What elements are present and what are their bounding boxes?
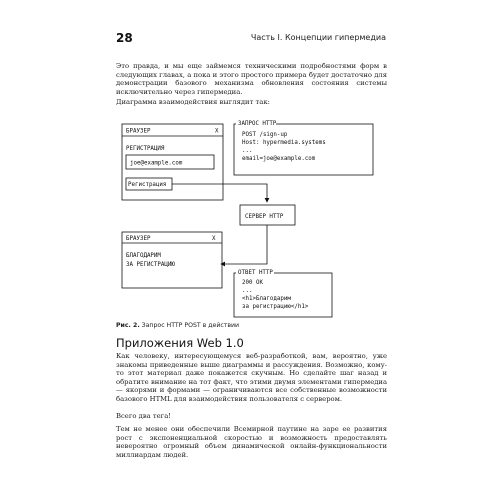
short-paragraph: Всего два тега! (116, 412, 171, 420)
request-title: ЗАПРОС HTTP (238, 121, 277, 127)
server-label: СЕРВЕР HTTP (245, 214, 284, 220)
browser-1-title: БРАУЗЕР (126, 128, 151, 135)
caption-text: Запрос HTTP POST в действии (141, 322, 240, 329)
browser-2-title: БРАУЗЕР (126, 236, 151, 242)
request-line-1: POST /sign-up (242, 132, 288, 138)
interaction-diagram (116, 112, 386, 322)
http-request-box (234, 119, 373, 175)
response-line-4: за регистрацию</h1> (242, 304, 309, 310)
email-input-value: joe@example.com (130, 160, 183, 167)
caption-label: Рис. 2. (116, 322, 140, 329)
page-header (0, 0, 500, 50)
section-paragraph: Как человеку, интересующемуся веб-разработкой, вам, вероятно, уже знакомы приведенные выше диаграммы и рассуждения. Возможно, кому-то этот материал даже покажется скучным. Но сделайте шаг назад и обратите внимание на тот факт, что этими двумя элементами гипермедиа — якорями и формами — ограничиваются все собственные возможности базового HTML для взаимодействия пользователя с сервером. (116, 352, 387, 403)
response-title: ОТВЕТ HTTP (238, 270, 273, 276)
http-response-box (234, 268, 332, 317)
running-head: Часть I. Концепции гипермедиа (250, 33, 386, 42)
browser-window-1 (122, 124, 223, 200)
response-line-3: <h1>Благодарим (242, 296, 291, 302)
http-server-box (240, 205, 295, 225)
diagram-intro: Диаграмма взаимодействия выглядит так: (116, 98, 270, 106)
response-line-2: ... (242, 288, 253, 294)
request-line-2: Host: hypermedia.systems (242, 140, 326, 146)
browser-window-2 (122, 232, 222, 288)
browser-1-close-icon[interactable]: X (215, 128, 219, 135)
response-line-1: 200 OK (242, 280, 263, 286)
submit-button-label: Регистрация (128, 182, 167, 188)
figure-caption (116, 322, 239, 329)
request-line-3: ... (242, 148, 253, 154)
interaction-diagram-svg (116, 112, 386, 322)
browser-2-message-line-2: ЗА РЕГИСТРАЦИЮ (126, 262, 175, 268)
browser-2-message-line-1: БЛАГОДАРИМ (126, 253, 161, 259)
browser-1-form-label: РЕГИСТРАЦИЯ (126, 146, 165, 152)
request-line-4: email=joe@example.com (242, 156, 316, 162)
response-arrow (221, 225, 267, 264)
request-arrow (172, 184, 267, 202)
browser-2-close-icon[interactable]: X (212, 236, 216, 242)
page-number: 28 (116, 31, 133, 45)
section-title: Приложения Web 1.0 (116, 336, 244, 350)
intro-paragraph: Это правда, и мы еще займемся техническими подробностями форм в следующих главах, а пока и этого простого примера будет достаточно для демонстрации базового механизма обновления состояния системы исключительно через гипермедиа. (116, 62, 387, 96)
closing-paragraph: Тем не менее они обеспечили Всемирной паутине на заре ее развития рост с экспоненциальной скоростью и возможность предоставлять невероятно огромный объем динамической онлайн-функциональности миллиардам людей. (116, 425, 387, 459)
